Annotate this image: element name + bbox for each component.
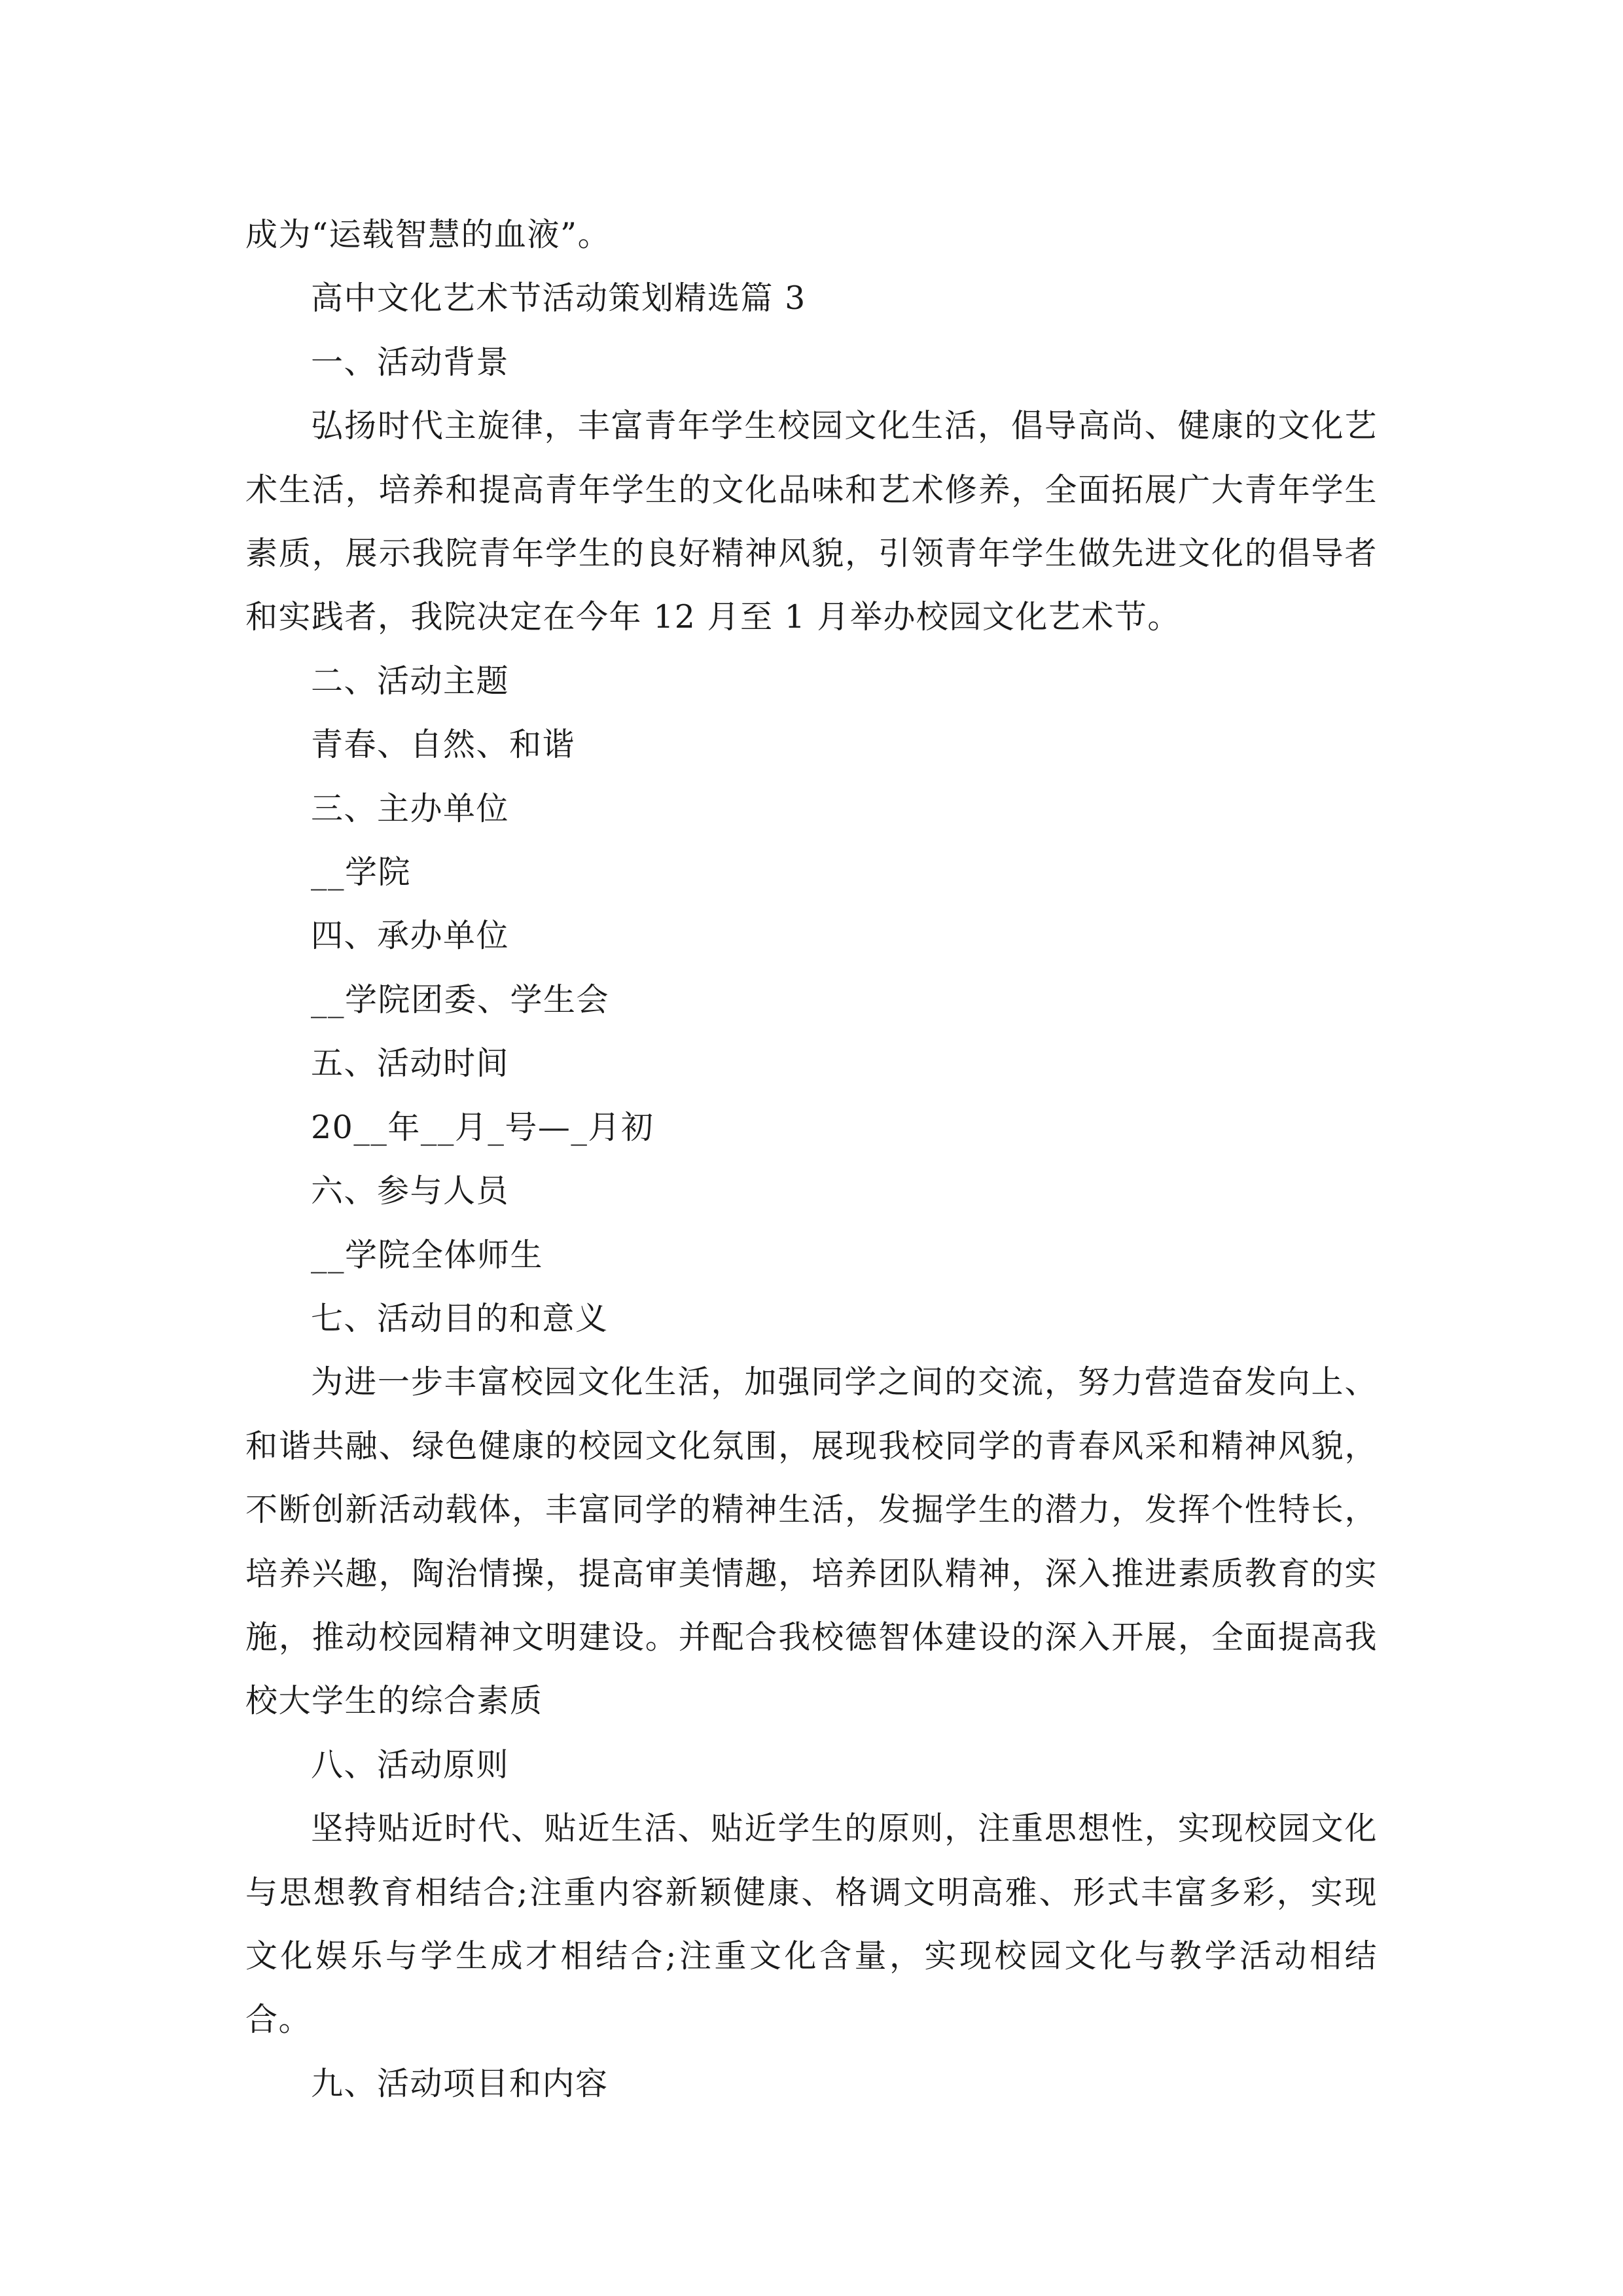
document-body (245, 203, 1378, 2115)
paragraph: 弘扬时代主旋律，丰富青年学生校园文化生活，倡导高尚、健康的文化艺术生活，培养和提高青年学生的文化品味和艺术修养，全面拓展广大青年学生素质，展示我院青年学生的良好精神风貌，引领青年学生做先进文化的倡导者和实践者，我院决定在今年 12 月至 1 月举办校园文化艺术节。 (245, 407, 1378, 636)
section-heading: 八、活动原则 (311, 1746, 510, 1784)
section-heading: 高中文化艺术节活动策划精选篇 3 (311, 279, 806, 317)
paragraph: __学院全体师生 (311, 1236, 544, 1274)
section-heading: 九、活动项目和内容 (311, 2064, 609, 2102)
paragraph: 成为“运载智慧的血液”。 (245, 216, 611, 253)
paragraph: __学院团委、学生会 (311, 980, 610, 1018)
paragraph: 为进一步丰富校园文化生活，加强同学之间的交流，努力营造奋发向上、和谐共融、绿色健康的校园文化氛围，展现我校同学的青春风采和精神风貌，不断创新活动载体，丰富同学的精神生活，发掘学生的潜力，发挥个性特长，培养兴趣，陶治情操，提高审美情趣，培养团队精神，深入推进素质教育的实施，推动校园精神文明建设。并配合我校德智体建设的深入开展，全面提高我校大学生的综合素质 (245, 1363, 1378, 1720)
section-heading: 五、活动时间 (311, 1045, 510, 1083)
paragraph: 青春、自然、和谐 (311, 726, 576, 764)
section-heading: 三、主办单位 (311, 789, 510, 827)
section-heading: 六、参与人员 (311, 1172, 510, 1210)
section-heading: 四、承办单位 (311, 917, 510, 955)
section-heading: 七、活动目的和意义 (311, 1299, 609, 1337)
section-heading: 二、活动主题 (311, 662, 510, 700)
paragraph: 20__年__月_号—_月初 (311, 1108, 654, 1146)
section-heading: 一、活动背景 (311, 343, 510, 381)
paragraph: 坚持贴近时代、贴近生活、贴近学生的原则，注重思想性，实现校园文化与思想教育相结合;注重内容新颖健康、格调文明高雅、形式丰富多彩，实现文化娱乐与学生成才相结合;注重文化含量，实现校园文化与教学活动相结合。 (245, 1810, 1378, 2039)
paragraph: __学院 (311, 853, 412, 891)
